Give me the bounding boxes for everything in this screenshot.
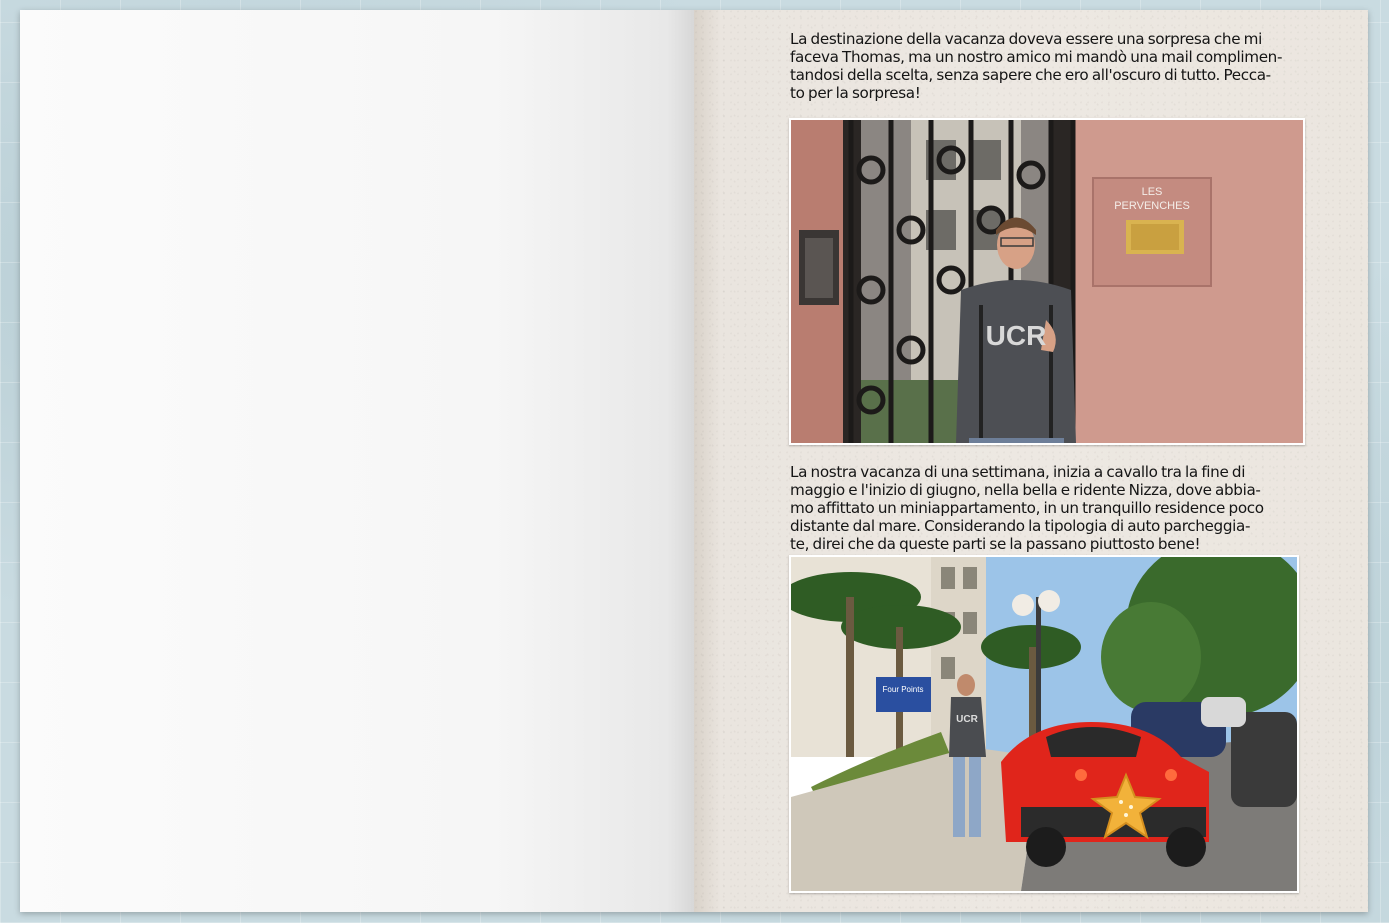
- shirt-text-small: UCR: [956, 714, 978, 725]
- paragraph-line: faceva Thomas, ma un nostro amico mi mandò una mail complimen-: [790, 48, 1283, 66]
- paragraph-line: distante dal mare. Considerando la tipologia di auto parcheggia-: [790, 517, 1251, 535]
- right-page: [694, 10, 1368, 912]
- hotel-sign-text: Four Points: [882, 685, 924, 694]
- sign-line-2: PERVENCHES: [1114, 200, 1190, 213]
- photo-gate-les-pervenches: [789, 118, 1305, 445]
- photo-book-spread: [20, 10, 1368, 912]
- sign-line-1: LES: [1141, 186, 1163, 199]
- paragraph-line: mo affittato un miniappartamento, in un tranquillo residence poco: [790, 499, 1264, 517]
- photo-red-ferrari-street: [789, 555, 1299, 893]
- paragraph-holiday: [790, 463, 1312, 553]
- paragraph-destination: [790, 30, 1312, 102]
- paragraph-line: tandosi della scelta, senza sapere che ero all'oscuro di tutto. Pecca-: [790, 66, 1271, 84]
- paragraph-line: te, direi che da queste parti se la passano piuttosto bene!: [790, 535, 1201, 553]
- paragraph-line: to per la sorpresa!: [790, 84, 921, 102]
- paragraph-line: maggio e l'inizio di giugno, nella bella e ridente Nizza, dove abbia-: [790, 481, 1261, 499]
- paragraph-line: La nostra vacanza di una settimana, inizia a cavallo tra la fine di: [790, 463, 1246, 481]
- paragraph-line: La destinazione della vacanza doveva essere una sorpresa che mi: [790, 30, 1262, 48]
- shirt-text: UCR: [985, 320, 1047, 351]
- left-page-blank: [20, 10, 694, 912]
